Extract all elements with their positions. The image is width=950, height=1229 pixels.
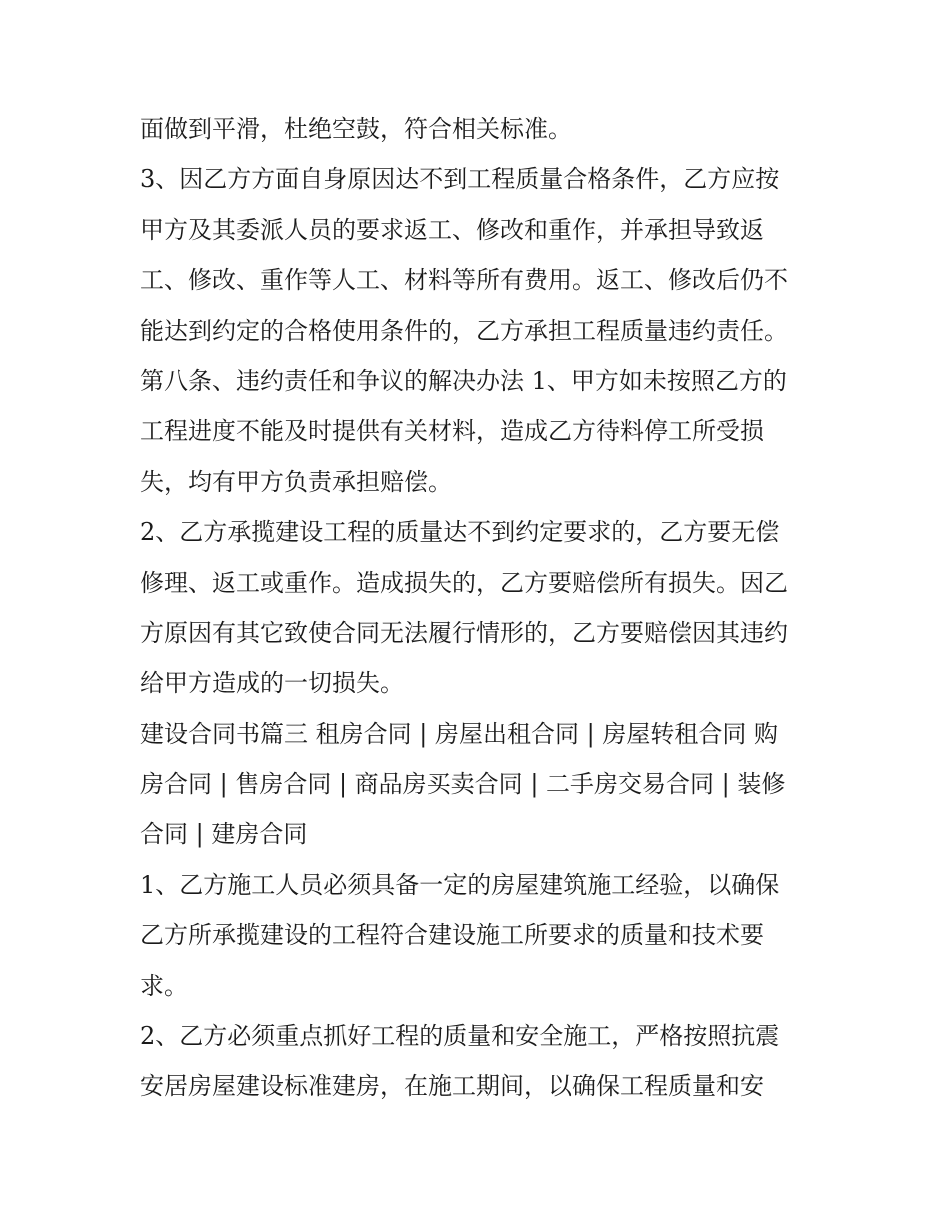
text-line: 修理、返工或重作。造成损失的，乙方要赔偿所有损失。因乙 [140, 568, 788, 597]
text-line: 求。 [140, 971, 188, 1000]
text-line: 2、乙方承揽建设工程的质量达不到约定要求的，乙方要无偿 [140, 518, 780, 547]
text-line: 2、乙方必须重点抓好工程的质量和安全施工，严格按照抗震 [140, 1022, 780, 1051]
text-line: 面做到平滑，杜绝空鼓，符合相关标准。 [140, 115, 572, 143]
text-line: 方原因有其它致使合同无法履行情形的，乙方要赔偿因其违约 [140, 618, 788, 647]
text-line: 工程进度不能及时提供有关材料，造成乙方待料停工所受损 [140, 417, 764, 446]
text-line: 1、乙方施工人员必须具备一定的房屋建筑施工经验，以确保 [140, 870, 780, 899]
text-line: 安居房屋建设标准建房，在施工期间，以确保工程质量和安 [140, 1072, 764, 1101]
text-line: 建设合同书篇三 租房合同 | 房屋出租合同 | 房屋转租合同 购 [140, 719, 778, 748]
text-line: 能达到约定的合格使用条件的，乙方承担工程质量违约责任。 [140, 316, 788, 345]
text-line: 工、修改、重作等人工、材料等所有费用。返工、修改后仍不 [140, 266, 788, 295]
document-body [140, 104, 820, 1112]
text-line: 给甲方造成的一切损失。 [140, 669, 404, 698]
text-line: 第八条、违约责任和争议的解决办法 1、甲方如未按照乙方的 [140, 366, 787, 395]
text-line: 3、因乙方方面自身原因达不到工程质量合格条件，乙方应按 [140, 165, 780, 194]
text-line: 甲方及其委派人员的要求返工、修改和重作，并承担导致返 [140, 215, 764, 244]
text-line: 合同 | 建房合同 [140, 820, 308, 849]
text-line: 失，均有甲方负责承担赔偿。 [140, 467, 452, 496]
text-line: 乙方所承揽建设的工程符合建设施工所要求的质量和技术要 [140, 921, 764, 950]
text-line: 房合同 | 售房合同 | 商品房买卖合同 | 二手房交易合同 | 装修 [140, 770, 786, 799]
